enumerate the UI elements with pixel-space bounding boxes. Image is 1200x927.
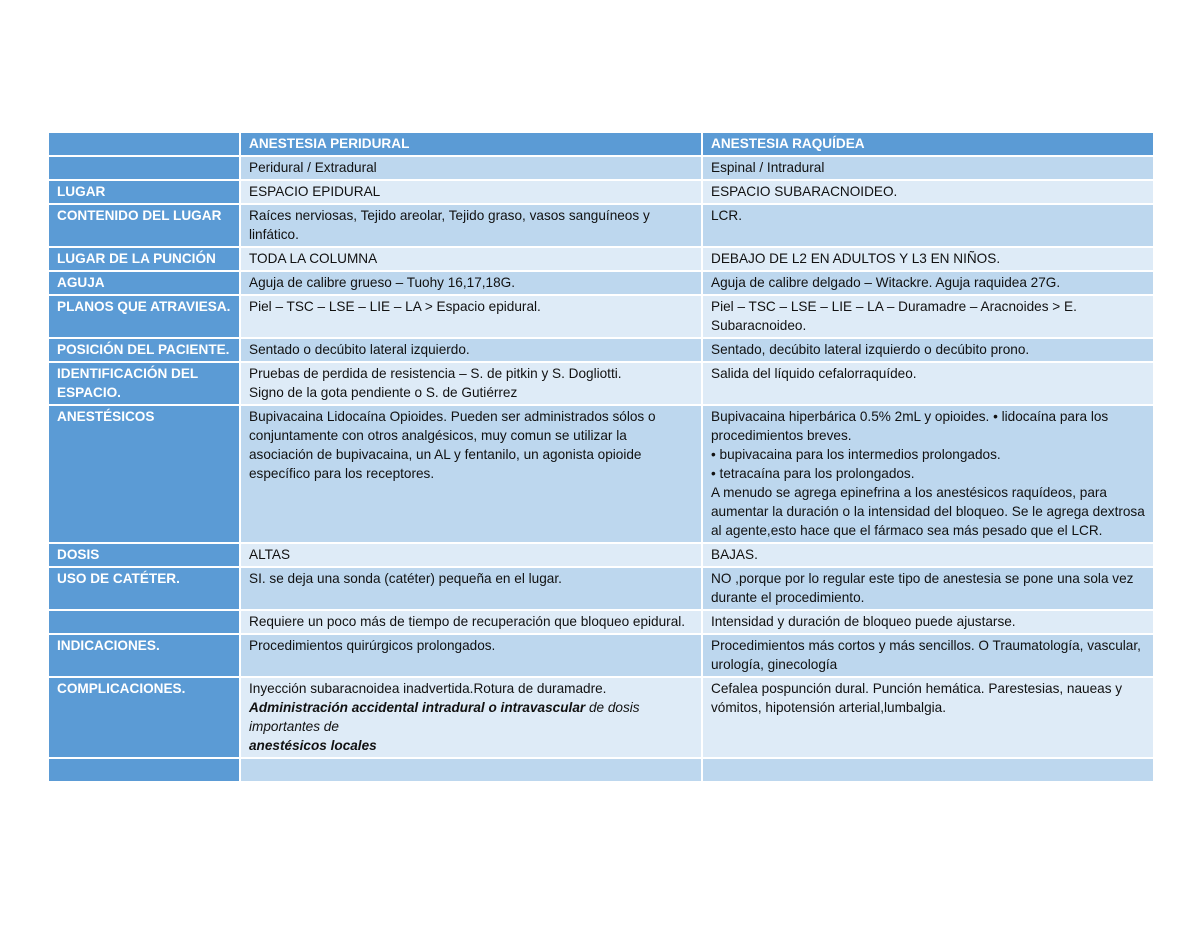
header-peridural: ANESTESIA PERIDURAL (241, 133, 701, 155)
cell-text-line: Peridural / Extradural (249, 160, 377, 175)
cell-text-line: A menudo se agrega epinefrina a los anestésicos raquídeos, para aumentar la duración o la intensidad del bloqueo. Se le agrega dextrosa al agente,esto hace que el fármaco sea más pesado que el LCR. (711, 485, 1145, 538)
cell-text-line: Sentado, decúbito lateral izquierdo o decúbito prono. (711, 342, 1030, 357)
cell-raquidea (703, 635, 1153, 676)
cell-text-line: NO ,porque por lo regular este tipo de anestesia se pone una sola vez durante el procedimiento. (711, 571, 1134, 605)
header-raquidea: ANESTESIA RAQUÍDEA (703, 133, 1153, 155)
cell-text-line: Bupivacaina hiperbárica 0.5% 2mL y opioides. • lidocaína para los procedimientos breves. (711, 409, 1109, 443)
complication-emphasis: Administración accidental intradural o intravascular (249, 700, 586, 715)
row-label (49, 759, 239, 781)
cell-raquidea (703, 296, 1153, 337)
cell-peridural (241, 611, 701, 633)
table-row (49, 272, 1153, 294)
cell-raquidea (703, 248, 1153, 270)
cell-peridural (241, 296, 701, 337)
complication-emphasis-line (249, 698, 693, 736)
cell-text-line: ALTAS (249, 547, 291, 562)
cell-peridural (241, 568, 701, 609)
row-label: ANESTÉSICOS (49, 406, 239, 542)
cell-peridural (241, 181, 701, 203)
cell-text-line: Piel – TSC – LSE – LIE – LA > Espacio epidural. (249, 299, 541, 314)
header-corner-cell (49, 133, 239, 155)
cell-text-line: • bupivacaina para los intermedios prolongados. (711, 447, 1001, 462)
cell-raquidea (703, 611, 1153, 633)
cell-peridural (241, 272, 701, 294)
cell-peridural (241, 544, 701, 566)
cell-raquidea (703, 544, 1153, 566)
table-row (49, 611, 1153, 633)
cell-text-line: Sentado o decúbito lateral izquierdo. (249, 342, 470, 357)
row-label: LUGAR DE LA PUNCIÓN (49, 248, 239, 270)
cell-peridural (241, 339, 701, 361)
cell-raquidea (703, 568, 1153, 609)
table-row (49, 568, 1153, 609)
row-label (49, 611, 239, 633)
cell-text-line: DEBAJO DE L2 EN ADULTOS Y L3 EN NIÑOS. (711, 251, 1001, 266)
table-row (49, 544, 1153, 566)
cell-text-line: Intensidad y duración de bloqueo puede ajustarse. (711, 614, 1016, 629)
cell-text-line: Piel – TSC – LSE – LIE – LA – Duramadre – Aracnoides > E. Subaracnoideo. (711, 299, 1077, 333)
cell-raquidea (703, 339, 1153, 361)
row-label: LUGAR (49, 181, 239, 203)
cell-raquidea (703, 363, 1153, 404)
cell-raquidea (703, 406, 1153, 542)
cell-text-line: Aguja de calibre grueso – Tuohy 16,17,18G. (249, 275, 516, 290)
cell-text-line: Signo de la gota pendiente o S. de Gutiérrez (249, 385, 518, 400)
row-label: POSICIÓN DEL PACIENTE. (49, 339, 239, 361)
complication-italic: de dosis importantes de (249, 700, 640, 734)
table-row (49, 248, 1153, 270)
table-row (49, 406, 1153, 542)
cell-raquidea (703, 272, 1153, 294)
cell-peridural (241, 678, 701, 757)
cell-text-line: ESPACIO SUBARACNOIDEO. (711, 184, 898, 199)
cell-text-line: Raíces nerviosas, Tejido areolar, Tejido graso, vasos sanguíneos y linfático. (249, 208, 650, 242)
cell-raquidea (703, 759, 1153, 781)
table-header-row (49, 133, 1153, 155)
cell-raquidea (703, 678, 1153, 757)
cell-peridural (241, 635, 701, 676)
table-row (49, 157, 1153, 179)
row-label: PLANOS QUE ATRAVIESA. (49, 296, 239, 337)
table-row (49, 635, 1153, 676)
cell-peridural (241, 363, 701, 404)
table-row (49, 181, 1153, 203)
cell-text-line: Salida del líquido cefalorraquídeo. (711, 366, 917, 381)
row-label: DOSIS (49, 544, 239, 566)
table-row (49, 759, 1153, 781)
cell-text-line: SI. se deja una sonda (catéter) pequeña en el lugar. (249, 571, 562, 586)
cell-text-line: Procedimientos más cortos y más sencillos. O Traumatología, vascular, urología, ginecología (711, 638, 1141, 672)
table-row (49, 339, 1153, 361)
row-label: CONTENIDO DEL LUGAR (49, 205, 239, 246)
cell-text-line: LCR. (711, 208, 742, 223)
cell-text-line: Bupivacaina Lidocaína Opioides. Pueden ser administrados sólos o conjuntamente con otros analgésicos, muy comun se utilizar la asociación de bupivacaina, un AL y fentanilo, un agonista opioide específico para los receptores. (249, 409, 656, 481)
cell-text-line: Espinal / Intradural (711, 160, 825, 175)
row-label: AGUJA (49, 272, 239, 294)
row-label: IDENTIFICACIÓN DEL ESPACIO. (49, 363, 239, 404)
complication-final: anestésicos locales (249, 738, 377, 753)
cell-text-line: Procedimientos quirúrgicos prolongados. (249, 638, 496, 653)
cell-raquidea (703, 181, 1153, 203)
cell-text-line: Aguja de calibre delgado – Witackre. Aguja raquidea 27G. (711, 275, 1061, 290)
cell-peridural (241, 759, 701, 781)
cell-text-line: Pruebas de perdida de resistencia – S. de pitkin y S. Dogliotti. (249, 366, 622, 381)
cell-peridural (241, 157, 701, 179)
cell-text-line: • tetracaína para los prolongados. (711, 466, 915, 481)
table-row (49, 296, 1153, 337)
row-label: USO DE CATÉTER. (49, 568, 239, 609)
cell-raquidea (703, 157, 1153, 179)
row-label: INDICACIONES. (49, 635, 239, 676)
cell-peridural (241, 406, 701, 542)
cell-text-line: TODA LA COLUMNA (249, 251, 378, 266)
row-label: COMPLICACIONES. (49, 678, 239, 757)
table-row (49, 363, 1153, 404)
cell-text-line: ESPACIO EPIDURAL (249, 184, 381, 199)
complication-text: Inyección subaracnoidea inadvertida.Rotura de duramadre. (249, 681, 607, 696)
cell-text-line: Cefalea pospunción dural. Punción hemática. Parestesias, naueas y vómitos, hipotensión arterial,lumbalgia. (711, 681, 1123, 715)
anesthesia-comparison-table (47, 131, 1155, 783)
table-row (49, 205, 1153, 246)
table-row (49, 678, 1153, 757)
cell-raquidea (703, 205, 1153, 246)
cell-text-line: Requiere un poco más de tiempo de recuperación que bloqueo epidural. (249, 614, 686, 629)
cell-peridural (241, 248, 701, 270)
row-label (49, 157, 239, 179)
cell-text-line: BAJAS. (711, 547, 758, 562)
cell-peridural (241, 205, 701, 246)
